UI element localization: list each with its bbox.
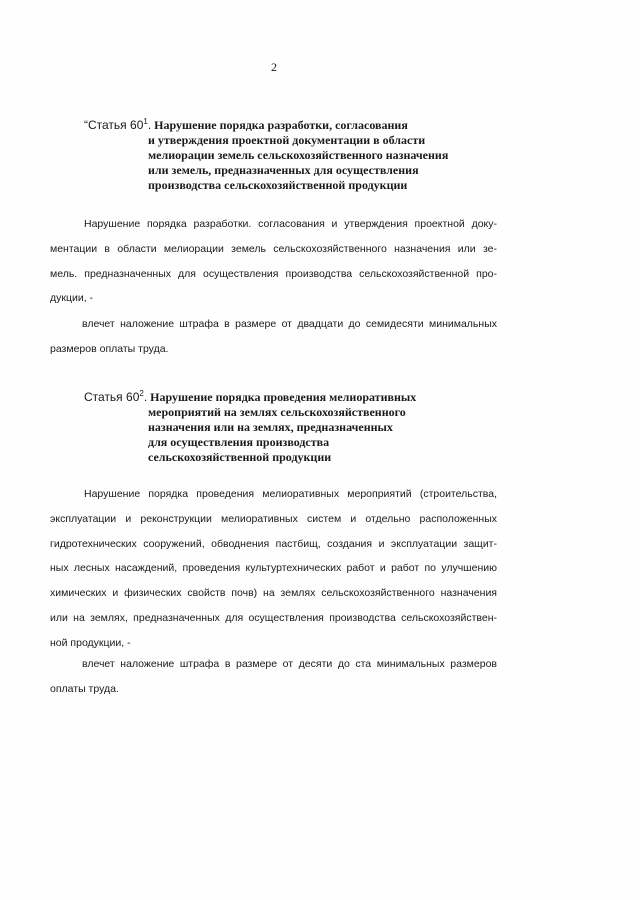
penalty-line: влечет наложение штрафа в размере от двадцати до семидесяти минимальных xyxy=(82,318,497,330)
body-line: Нарушение порядка разработки. согласования и утверждения проектной доку- xyxy=(84,218,497,230)
body-line: ментации в области мелиорации земель сельскохозяйственного назначения или зе- xyxy=(50,242,497,255)
article-60-2-heading xyxy=(84,390,514,465)
body-line: дукции, - xyxy=(50,292,94,305)
article-60-1-title-line-2: и утверждения проектной документации в области xyxy=(148,133,426,147)
penalty-line: оплаты труда. xyxy=(50,682,119,695)
article-60-1-title-line-3: мелиорации земель сельскохозяйственного назначения xyxy=(148,148,449,162)
penalty-line: размеров оплаты труда. xyxy=(50,342,169,355)
article-60-1-title-line-4: или земель, предназначенных для осуществления xyxy=(148,163,419,177)
article-60-2-title-line-1: Статья $60^2$. Нарушение порядка проведения мелиоративных xyxy=(84,389,417,404)
page-number: 2 xyxy=(271,60,277,74)
article-60-2-title-line-3: назначения или на землях, предназначенных xyxy=(148,420,393,434)
article-60-2-label: Статья $60^2$. xyxy=(84,389,148,404)
article-60-2-penalty xyxy=(50,652,497,702)
penalty-line: влечет наложение штрафа в размере от десяти до ста минимальных размеров xyxy=(82,658,497,670)
body-line: ной продукции, - xyxy=(50,636,131,649)
article-60-1-body xyxy=(50,212,497,311)
body-line: гидротехнических сооружений, обводнения пастбищ, создания и эксплуатации защит- xyxy=(50,537,497,550)
body-line: Нарушение порядка проведения мелиоративных мероприятий (строительства, xyxy=(84,488,497,500)
article-60-1-penalty xyxy=(50,312,497,362)
article-60-1-label: “Статья $60^1$. xyxy=(84,117,152,132)
body-line: эксплуатации и реконструкции мелиоративных систем и отдельно расположенных xyxy=(50,512,497,525)
body-line: химических и физических свойств почв) на землях сельскохозяйственного назначения xyxy=(50,587,497,600)
article-60-1-heading xyxy=(84,118,514,193)
article-60-1-title-line-5: производства сельскохозяйственной продукции xyxy=(148,178,408,192)
article-60-2-title-line-4: для осуществления производства xyxy=(148,435,330,449)
article-60-2-title-line-5: сельскохозяйственной продукции xyxy=(148,450,332,464)
body-line: ных лесных насаждений, проведения культуртехнических работ и работ по улучшению xyxy=(50,562,497,575)
article-60-1-title-line-1: “Статья $60^1$. Нарушение порядка разработки, согласования xyxy=(84,117,408,132)
article-60-2-title-line-2: мероприятий на землях сельскохозяйственного xyxy=(148,405,406,419)
body-line: мель. предназначенных для осуществления производства сельскохозяйственной про- xyxy=(50,267,497,280)
article-60-2-body xyxy=(50,482,497,656)
body-line: или на землях, предназначенных для осуществления производства сельскохозяйствен- xyxy=(50,611,497,624)
